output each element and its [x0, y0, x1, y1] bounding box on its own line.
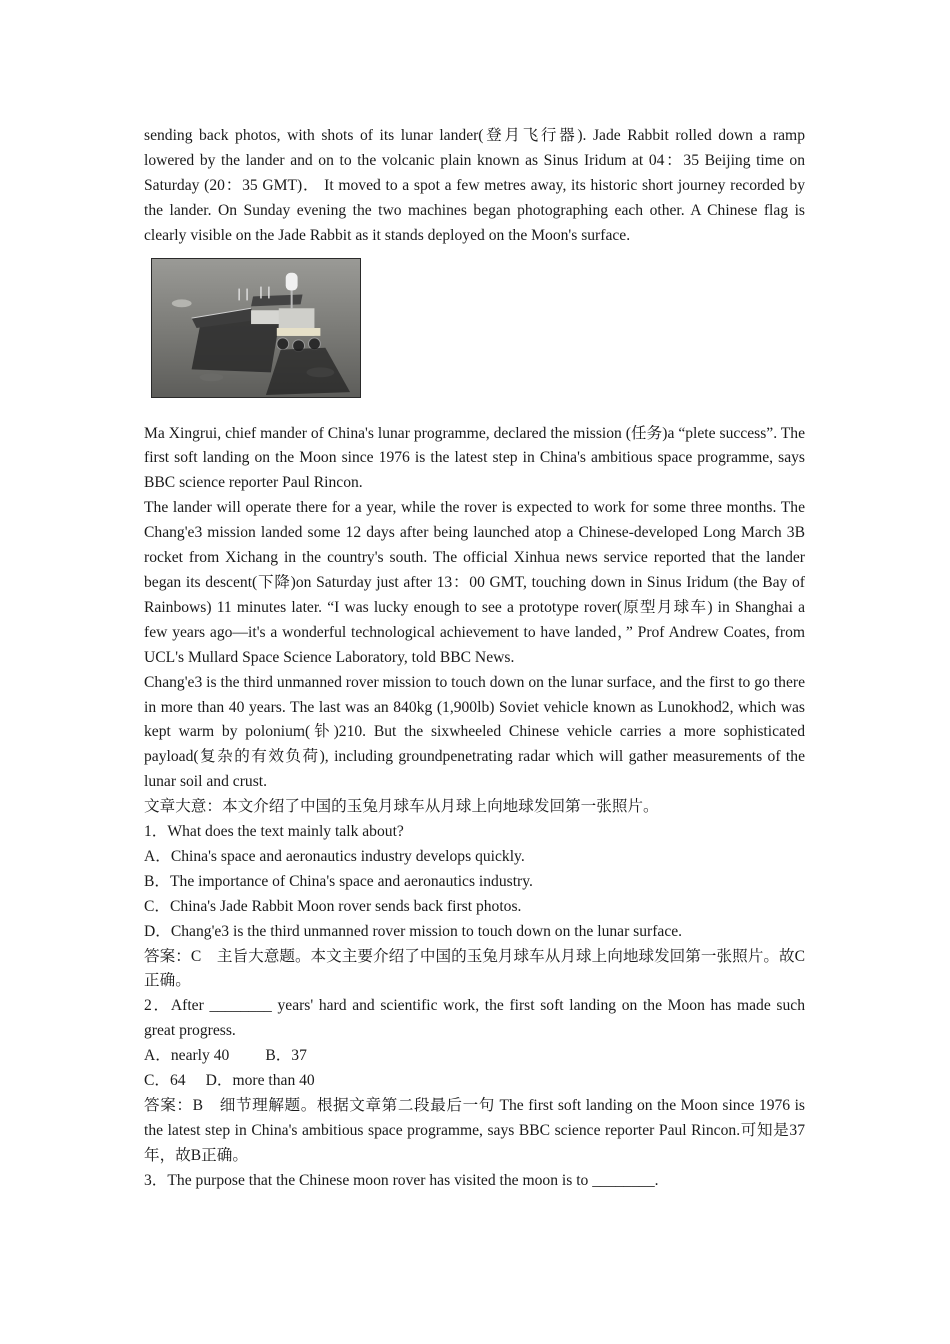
passage-paragraph-1: sending back photos, with shots of its lunar lander(登月飞行器). Jade Rabbit rolled down a ramp lowered by the lander and on to the volcanic plain known as Sinus Iridum at 04：35 Beijing time on Saturday (20：35 GMT)． It moved to a spot a few metres away, its historic short journey recorded by the lander. On Sunday evening the two machines began photographing each other. A Chinese flag is clearly visible on the Jade Rabbit as it stands deployed on the Moon's surface.	[144, 127, 805, 244]
question-1-stem: 1．What does the text mainly talk about?	[144, 823, 404, 841]
question-2-option-a: A．nearly 40	[144, 1047, 230, 1065]
question-2-option-d: D．more than 40	[205, 1072, 315, 1090]
question-1-answer: 答案：C 主旨大意题。本文主要介绍了中国的玉兔月球车从月球上向地球发回第一张照片。故C正确。	[144, 947, 805, 990]
lunar-rover-photo	[151, 258, 361, 398]
question-2-options-cd	[144, 1069, 805, 1094]
question-1-option-d: D．Chang'e3 is the third unmanned rover mission to touch down on the lunar surface.	[144, 922, 683, 940]
document-content	[144, 124, 805, 1194]
question-1-option-c: C．China's Jade Rabbit Moon rover sends back first photos.	[144, 897, 522, 915]
summary-text: 文章大意：本文介绍了中国的玉兔月球车从月球上向地球发回第一张照片。	[144, 798, 659, 816]
question-1-option-a: A．China's space and aeronautics industry develops quickly.	[144, 847, 525, 865]
question-2-stem: 2．After ________ years' hard and scientific work, the first soft landing on the Moon has made such great progress.	[144, 997, 805, 1040]
question-2-option-b: B．37	[265, 1047, 307, 1065]
passage-paragraph-3: The lander will operate there for a year, while the rover is expected to work for some three months. The Chang'e3 mission landed some 12 days after being launched atop a Chinese-developed Long March 3B rocket from Xichang in the country's south. The official Xinhua news service reported that the lander began its descent(下降)on Saturday just after 13：00 GMT, touching down in Sinus Iridum (the Bay of Rainbows) 11 minutes later. “I was lucky enough to see a prototype rover(原型月球车) in Shanghai a few years ago—it's a wonderful technological achievement to have landed，” Prof Andrew Coates, from UCL's Mullard Space Science Laboratory, told BBC News.	[144, 499, 805, 666]
question-1-option-b: B．The importance of China's space and aeronautics industry.	[144, 872, 533, 890]
question-2-options-ab	[144, 1044, 805, 1069]
question-3-stem: 3．The purpose that the Chinese moon rover has visited the moon is to ________.	[144, 1171, 659, 1189]
question-2-answer: 答案：B 细节理解题。根据文章第二段最后一句 The first soft landing on the Moon since 1976 is the latest step in China's ambitious space programme, says BBC science reporter Paul Rincon.可知是37年，故B正确。	[144, 1097, 805, 1164]
passage-paragraph-4: Chang'e3 is the third unmanned rover mission to touch down on the lunar surface, and the first to go there in more than 40 years. The last was an 840kg (1,900lb) Soviet vehicle known as Lunokhod2, which was kept warm by polonium(钋)210. But the sixwheeled Chinese vehicle carries a more sophisticated payload(复杂的有效负荷), including groundpenetrating radar which will gather measurements of the lunar soil and crust.	[144, 673, 805, 791]
question-2-option-c: C．64	[144, 1072, 186, 1090]
passage-paragraph-2: Ma Xingrui, chief mander of China's lunar programme, declared the mission (任务)a “plete success”. The first soft landing on the Moon since 1976 is the latest step in China's ambitious space programme, says BBC science reporter Paul Rincon.	[144, 424, 805, 492]
